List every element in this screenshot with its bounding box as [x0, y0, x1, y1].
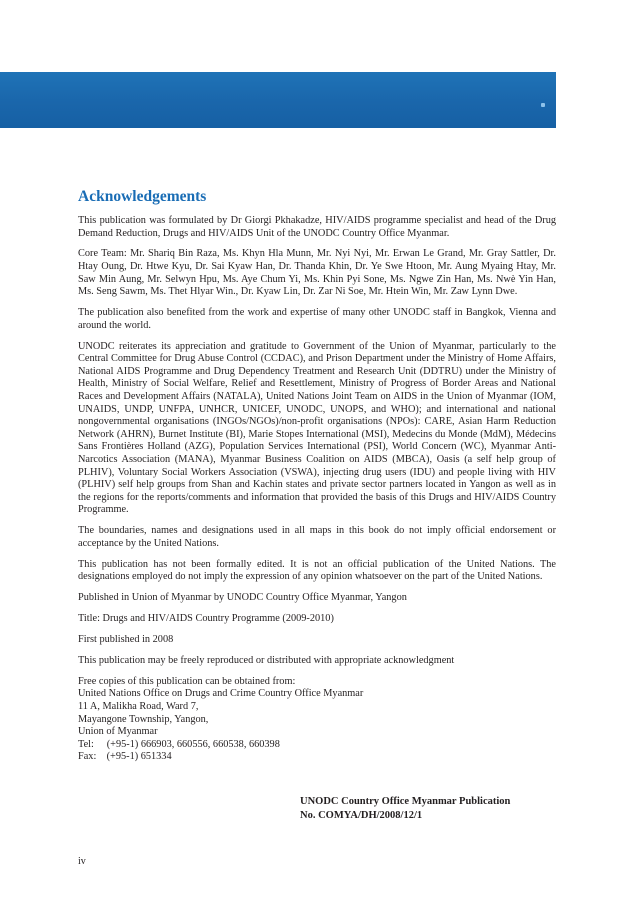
- address-tel: Tel: (+95-1) 666903, 660556, 660538, 660398: [78, 738, 280, 750]
- address-org: United Nations Office on Drugs and Crime Country Office Myanmar: [78, 688, 364, 700]
- paragraph-unodc-staff: The publication also benefited from the work and expertise of many other UNODC staff in Bangkok, Vienna and around the world.: [78, 307, 556, 331]
- publication-line-1: UNODC Country Office Myanmar Publication: [300, 796, 511, 807]
- paragraph-title: Title: Drugs and HIV/AIDS Country Programme (2009-2010): [78, 613, 334, 625]
- address-fax: Fax: (+95-1) 651334: [78, 751, 172, 763]
- address-street: 11 A, Malikha Road, Ward 7,: [78, 700, 199, 712]
- address-township: Mayangone Township, Yangon,: [78, 713, 209, 725]
- paragraph-boundaries-disclaimer: The boundaries, names and designations used in all maps in this book do not imply official endorsement or acceptance by the United Nations.: [78, 525, 556, 549]
- banner-accent-dot: [541, 103, 545, 107]
- publication-number: No. COMYA/DH/2008/12/1: [300, 810, 423, 821]
- page-heading: Acknowledgements: [78, 188, 207, 205]
- address-country: Union of Myanmar: [78, 726, 158, 738]
- paragraph-first-published: First published in 2008: [78, 634, 174, 645]
- paragraph-published-in: Published in Union of Myanmar by UNODC Country Office Myanmar, Yangon: [78, 592, 407, 604]
- paragraph-editing-disclaimer: This publication has not been formally edited. It is not an official publication of the United Nations. The designations employed do not imply the expression of any opinion whatsoever on the part of the United Nations.: [78, 558, 556, 583]
- paragraph-core-team: Core Team: Mr. Shariq Bin Raza, Ms. Khyn Hla Munn, Mr. Nyi Nyi, Mr. Erwan Le Grand, Mr. Gray Sattler, Dr. Htay Oung, Dr. Htwe Kyu, Dr. Sai Kyaw Han, Dr. Thanda Khin, Dr. Ye Swe Htoon, Mr. Aung Myaing Htay, Mr. Saw Min Aung, Mr. Selwyn Hpu, Ms. Aye Chum Yi, Ms. Khin Pyi Sone, Ms. Ngwe Zin Han, Ms. Nwè Yin Han, Ms. Seng Sawm, Ms. Thet Hlyar Win., Dr. Kyaw Lin, Dr. Zar Ni Soe, Mr. Htein Win, Mr. Zaw Lynn Dwe.: [78, 248, 556, 298]
- page-number: iv: [78, 856, 86, 867]
- publication-info: [300, 795, 510, 823]
- address-block: [78, 676, 556, 764]
- paragraph-reproduction: This publication may be freely reproduced or distributed with appropriate acknowledgment: [78, 654, 455, 666]
- address-intro: Free copies of this publication can be obtained from:: [78, 675, 296, 687]
- header-banner: [0, 72, 556, 128]
- acknowledgements-section: [78, 188, 556, 764]
- paragraph-appreciation: UNODC reiterates its appreciation and gratitude to Government of the Union of Myanmar, particularly to the Central Committee for Drug Abuse Control (CCDAC), and Prison Department under the Ministry of Home Affairs, National AIDS Programme and Drug Dependency Treatment and Research Unit (DDTRU) under the Ministry of Health, Ministry of Social Welfare, Relief and Resettlement, Ministry of Progress of Border Areas and National Races and Development Affairs (NATALA), United Nations Joint Team on AIDS in the Union of Myanmar (IOM, UNAIDS, UNDP, UNFPA, UNHCR, UNICEF, UNODC, UNOPS, and WHO); and international and national nongovernmental organisations (INGOs/NGOs)/non-profit organisations (NPOs): CARE, Asian Harm Reduction Network (AHRN), Burnet Institute (BI), Marie Stopes International (MSI), Medecins du Monde (MdM), Médecins Sans Frontières Holland (AZG), Population Services International (PSI), World Concern (WC), Myanmar Anti-Narcotics Association (MANA), Myanmar Business Coalition on AIDS (MBCA), Oasis (a self help group of PLHIV), Voluntary Social Workers Association (VSWA), injecting drug users (IDU) and people living with HIV (PLHIV) self help groups from Shan and Kachin states and private sector partners located in Yangon as well as in the regions for the reports/comments and information that provided the basis of this Drugs and HIV/AIDS Country Programme.: [78, 340, 556, 516]
- paragraph-author: This publication was formulated by Dr Giorgi Pkhakadze, HIV/AIDS programme specialist and head of the Drug Demand Reduction, Drugs and HIV/AIDS Unit of the UNODC Country Office Myanmar.: [78, 215, 556, 239]
